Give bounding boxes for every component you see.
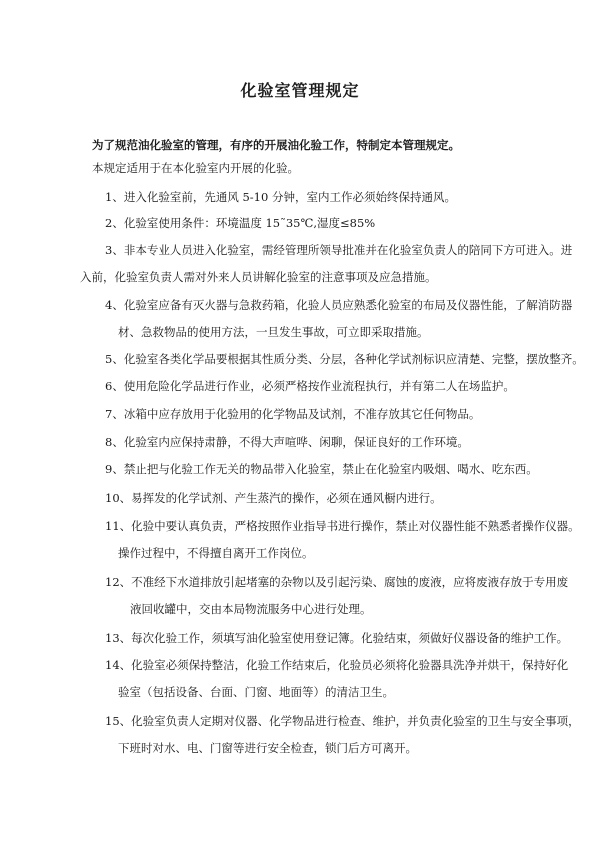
rule-15-continuation: 下班时对水、电、门窗等进行安全检查，锁门后方可离开。 <box>118 741 417 755</box>
rule-12-continuation: 液回收罐中，交由本局物流服务中心进行处理。 <box>130 602 372 616</box>
rule-14: 14、化验室必须保持整洁，化验工作结束后，化验员必须将化验器具洗净并烘干，保持好化 <box>105 658 569 672</box>
rule-11: 11、化验中要认真负责，严格按照作业指导书进行操作，禁止对仪器性能不熟悉者操作仪器。 <box>105 519 580 533</box>
rule-2: 2、化验室使用条件：环境温度 15˜35℃,湿度≤85% <box>105 216 376 230</box>
rule-9: 9、禁止把与化验工作无关的物品带入化验室，禁止在化验室内吸烟、喝水、吃东西。 <box>105 462 538 476</box>
rule-4: 4、化验室应备有灭火器与急救药箱，化验人员应熟悉化验室的布局及仪器性能，了解消防器 <box>105 298 573 312</box>
rule-7: 7、冰箱中应存放用于化验用的化学物品及试剂，不准存放其它任何物品。 <box>105 407 481 421</box>
scope-statement: 本规定适用于在本化验室内开展的化验。 <box>92 161 299 175</box>
rule-6: 6、使用危险化学品进行作业，必须严格按作业流程执行，并有第二人在场监护。 <box>105 379 515 393</box>
rule-3: 3、非本专业人员进入化验室，需经管理所领导批准并在化验室负责人的陪同下方可进入。进 <box>105 243 573 257</box>
rule-13: 13、每次化验工作，须填写油化验室使用登记簿。化验结束，须做好仪器设备的维护工作。 <box>105 631 569 645</box>
rule-4-continuation: 材、急救物品的使用方法，一旦发生事故，可立即采取措施。 <box>118 325 429 339</box>
rule-5: 5、化验室各类化学品要根据其性质分类、分层，各种化学试剂标识应清楚、完整，摆放整齐。 <box>105 352 584 366</box>
rule-14-continuation: 验室（包括设备、台面、门窗、地面等）的清洁卫生。 <box>118 685 394 699</box>
intro-statement: 为了规范油化验室的管理，有序的开展油化验工作，特制定本管理规定。 <box>92 138 460 152</box>
rule-8: 8、化验室内应保持肃静，不得大声喧哗、闲聊，保证良好的工作环境。 <box>105 435 469 449</box>
rule-1: 1、进入化验室前，先通风 5-10 分钟，室内工作必须始终保持通风。 <box>105 190 456 204</box>
rule-11-continuation: 操作过程中，不得擅自离开工作岗位。 <box>118 546 314 560</box>
rule-10: 10、易挥发的化学试剂、产生蒸汽的操作，必须在通风橱内进行。 <box>105 491 442 505</box>
document-title: 化验室管理规定 <box>240 81 360 100</box>
rule-15: 15、化验室负责人定期对仪器、化学物品进行检查、维护，并负责化验室的卫生与安全事项， <box>105 714 580 728</box>
rule-12: 12、不准经下水道排放引起堵塞的杂物以及引起污染、腐蚀的废液，应将废液存放于专用废 <box>105 575 569 589</box>
rule-3-continuation: 入前，化验室负责人需对外来人员讲解化验室的注意事项及应急措施。 <box>80 270 437 284</box>
